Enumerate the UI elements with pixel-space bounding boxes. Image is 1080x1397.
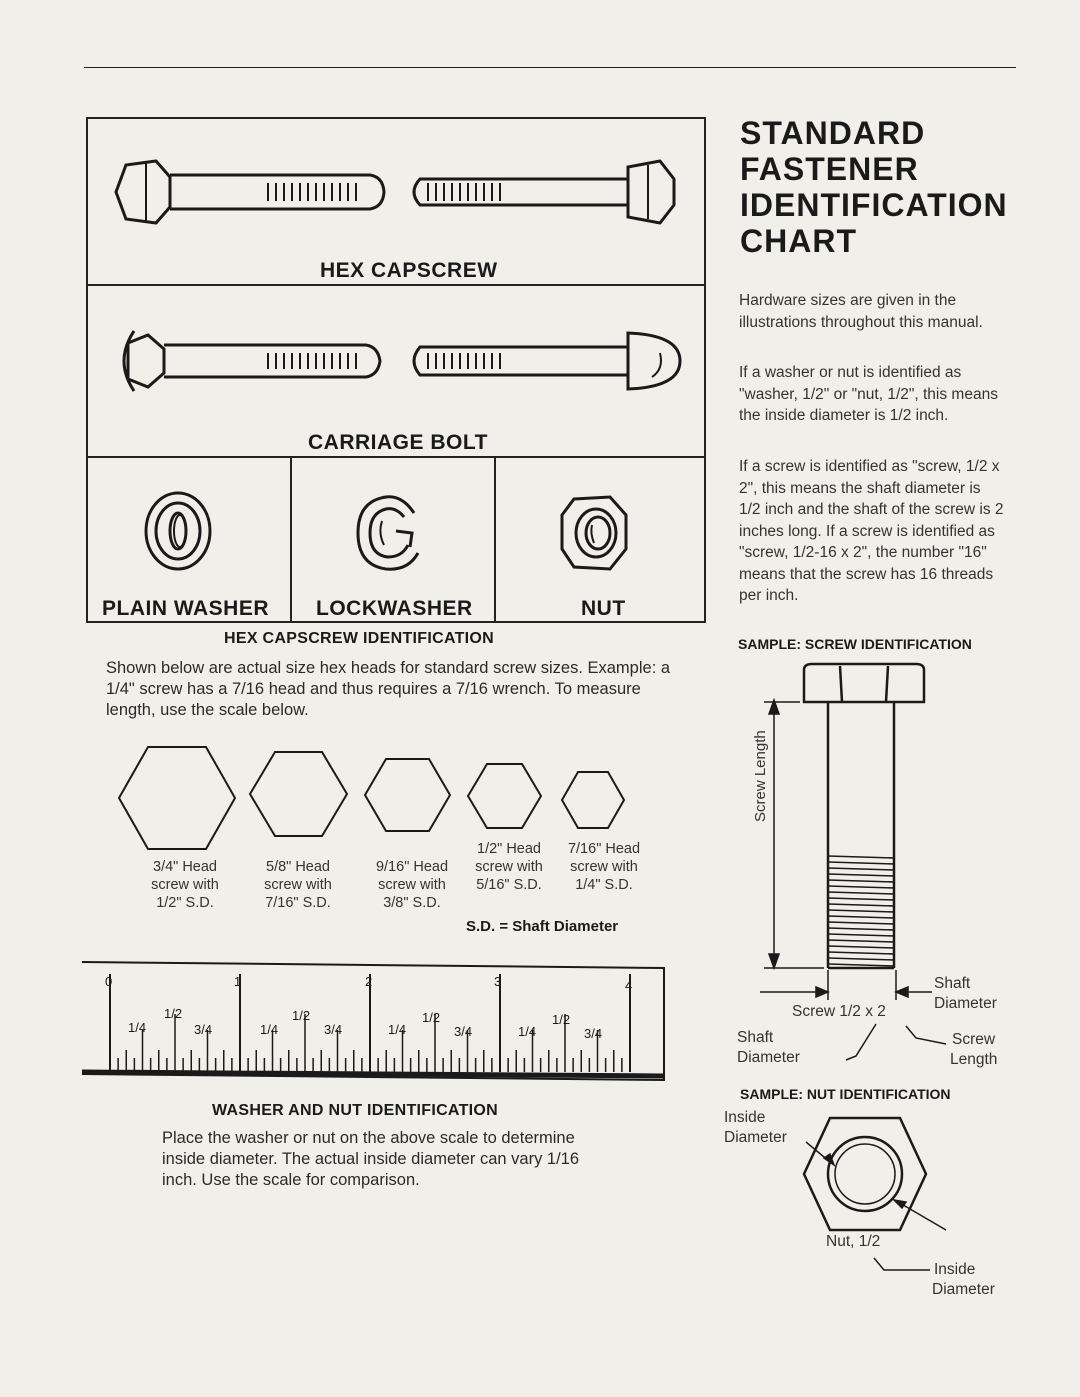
nut-sample-illustration — [790, 1112, 960, 1242]
hex-head-7-16 — [562, 772, 624, 828]
quarter-inch-label: 1/4 — [128, 1020, 147, 1035]
hex-caption-line: 5/8" Head — [266, 859, 330, 875]
quarter-inch-label: 1/4 — [388, 1022, 407, 1037]
shaft-diameter-bottom-label: Diameter — [737, 1049, 800, 1066]
screw-thread-line — [828, 910, 894, 912]
half-inch-label: 1/2 — [164, 1006, 183, 1021]
shaft-diameter-label: Shaft — [934, 975, 971, 992]
three-quarter-label: 3/4 — [584, 1026, 603, 1041]
screw-thread-line — [828, 898, 894, 900]
title-line: STANDARD — [740, 115, 926, 151]
screw-thread-line — [828, 874, 894, 876]
lockwasher-label: LOCKWASHER — [316, 597, 473, 620]
washer-id-text: Place the washer or nut on the above scale to determine inside diameter. The actual inside diameter can vary 1/16 inch. Use the scale for comparison. — [162, 1129, 580, 1189]
quarter-inch-label: 1/4 — [260, 1022, 279, 1037]
screw-thread-line — [828, 868, 894, 870]
screw-length-label: Length — [950, 1051, 998, 1068]
hex-caption-line: 1/4" S.D. — [575, 877, 633, 893]
hex-caption-line: 7/16" S.D. — [265, 895, 331, 911]
inch-label: 2 — [365, 974, 373, 989]
inside-diameter-bottom-label: Diameter — [932, 1281, 995, 1298]
inch-label: 0 — [105, 974, 113, 989]
hex-caption — [130, 858, 240, 912]
title-line: FASTENER — [740, 151, 919, 187]
divider — [290, 457, 292, 621]
hex-id-text: Shown below are actual size hex heads for standard screw sizes. Example: a 1/4" screw has a 7/16 head and thus requires a 7/16 wrench. To measure length, use the scale below. — [106, 659, 671, 719]
screw-thread-line — [828, 934, 894, 936]
page-title — [740, 115, 1008, 259]
screw-length-label: Screw — [952, 1031, 996, 1048]
hex-caption-line: screw with — [570, 859, 638, 875]
inside-diameter-bottom-label: Inside — [934, 1261, 976, 1278]
top-rule — [84, 67, 1016, 68]
shaft-diameter-arrows — [760, 966, 940, 1006]
inch-label: 3 — [494, 974, 502, 989]
intro-paragraph: Hardware sizes are given in the illustrations throughout this manual. — [739, 292, 983, 331]
shaft-diameter-note: S.D. = Shaft Diameter — [466, 918, 619, 935]
hex-capscrew-label: HEX CAPSCREW — [320, 259, 498, 282]
nut-illustration — [558, 493, 630, 573]
screw-thread-line — [828, 922, 894, 924]
screw-thread-line — [828, 880, 894, 882]
hex-caption-line: screw with — [264, 877, 332, 893]
hex-caption-line: 7/16" Head — [567, 841, 641, 857]
hex-caption-line: 5/16" S.D. — [476, 877, 542, 893]
inside-diameter-label: Inside — [724, 1109, 766, 1126]
hex-head-9-16 — [365, 759, 450, 831]
screw-thread-line — [828, 892, 894, 894]
carriage-bolt-label: CARRIAGE BOLT — [308, 431, 488, 454]
divider — [88, 284, 704, 286]
hex-caption-line: screw with — [378, 877, 446, 893]
hex-capscrew-illustration — [108, 157, 688, 227]
title-line: CHART — [740, 223, 857, 259]
three-quarter-label: 3/4 — [454, 1024, 473, 1039]
washer-id-heading: WASHER AND NUT IDENTIFICATION — [212, 1102, 499, 1119]
screw-thread-line — [828, 856, 894, 858]
shaft-diameter-label: Diameter — [934, 995, 997, 1012]
screw-thread-line — [828, 952, 894, 954]
half-inch-label: 1/2 — [422, 1010, 441, 1025]
hex-caption-line: 9/16" Head — [375, 859, 449, 875]
three-quarter-label: 3/4 — [194, 1022, 213, 1037]
hex-caption-line: screw with — [151, 877, 219, 893]
quarter-inch-label: 1/4 — [518, 1024, 537, 1039]
hex-head-1-2 — [468, 764, 541, 828]
screw-length-vertical-label: Screw Length — [752, 730, 769, 822]
hex-caption-line: 3/4" Head — [153, 859, 217, 875]
intro-paragraph: If a screw is identified as "screw, 1/2 x 2", this means the shaft diameter is 1/2 inch and the shaft of the screw is 2 inches long. If a screw is identified as "screw, 1/2-16 x 2", the number "16" means that the screw has 16 threads per inch. — [739, 458, 1004, 604]
three-quarter-label: 3/4 — [324, 1022, 343, 1037]
screw-thread-line — [828, 916, 894, 918]
hex-caption-line: 1/2" Head — [477, 841, 541, 857]
screw-thread-line — [828, 946, 894, 948]
nut-label: NUT — [581, 597, 626, 620]
screw-thread-line — [828, 928, 894, 930]
lockwasher-illustration — [352, 491, 428, 575]
hex-head-5-8 — [250, 752, 347, 836]
inch-label: 4 — [625, 978, 633, 993]
hex-caption-line: screw with — [475, 859, 543, 875]
hex-caption — [556, 840, 652, 894]
hex-head-3-4 — [119, 747, 235, 849]
screw-thread-line — [828, 958, 894, 960]
nut-caption: Nut, 1/2 — [826, 1233, 881, 1250]
screw-sample-pointers — [836, 1010, 956, 1070]
hex-caption — [244, 858, 352, 912]
divider — [494, 457, 496, 621]
fastener-illustration-box — [86, 117, 706, 623]
screw-thread-line — [828, 862, 894, 864]
inside-diameter-label: Diameter — [724, 1129, 787, 1146]
plain-washer-illustration — [140, 489, 216, 573]
hex-id-heading: HEX CAPSCREW IDENTIFICATION — [224, 630, 495, 647]
screw-sample-illustration — [752, 660, 952, 1010]
screw-caption: Screw 1/2 x 2 — [792, 1003, 886, 1020]
half-inch-label: 1/2 — [292, 1008, 311, 1023]
screw-thread-line — [828, 940, 894, 942]
screw-thread-line — [828, 886, 894, 888]
title-line: IDENTIFICATION — [740, 187, 1008, 223]
hex-caption-line: 1/2" S.D. — [156, 895, 214, 911]
half-inch-label: 1/2 — [552, 1012, 571, 1027]
inside-diameter-pointer — [870, 1254, 934, 1280]
shaft-diameter-bottom-label: Shaft — [737, 1029, 774, 1046]
hex-caption-line: 3/8" S.D. — [383, 895, 441, 911]
nut-sample-heading: SAMPLE: NUT IDENTIFICATION — [740, 1086, 951, 1102]
screw-thread-line — [828, 904, 894, 906]
intro-paragraph: If a washer or nut is identified as "washer, 1/2" or "nut, 1/2", this means the inside diameter is 1/2 inch. — [739, 364, 998, 424]
hex-caption — [360, 858, 464, 912]
carriage-bolt-illustration — [108, 325, 688, 397]
plain-washer-label: PLAIN WASHER — [102, 597, 270, 620]
hex-caption — [462, 840, 556, 894]
screw-sample-heading: SAMPLE: SCREW IDENTIFICATION — [738, 636, 972, 652]
inch-label: 1 — [234, 974, 242, 989]
inch-scale-ruler — [80, 960, 666, 1082]
divider — [88, 456, 704, 458]
